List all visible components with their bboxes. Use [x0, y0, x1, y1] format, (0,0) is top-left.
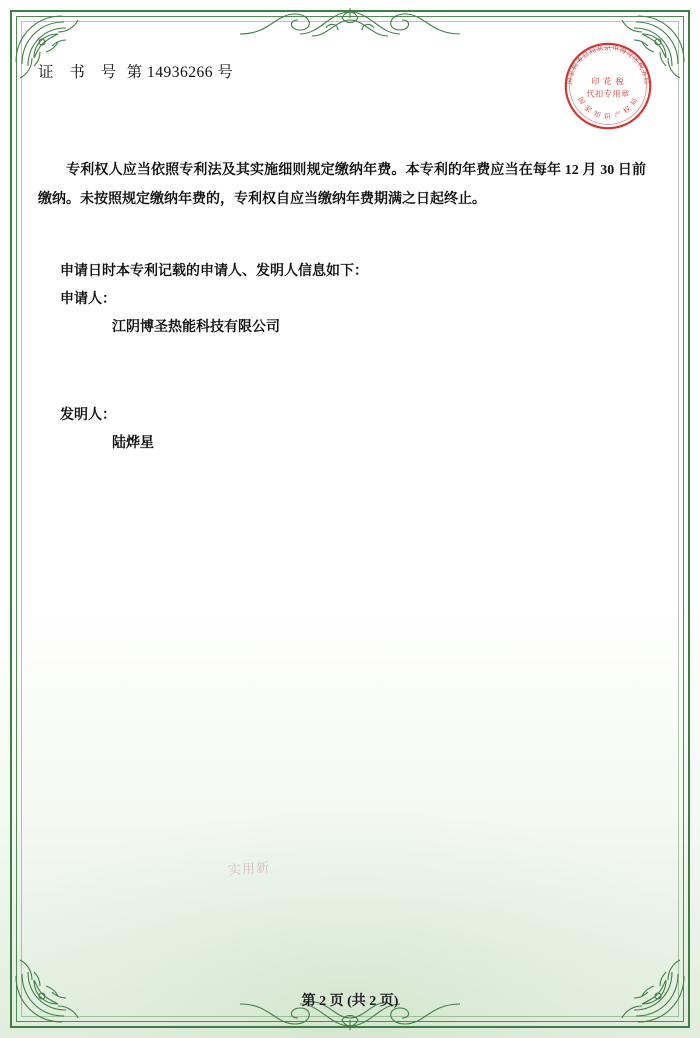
- corner-ornament-bottom-left-icon: [12, 952, 86, 1026]
- applicant-label: 申请人：: [60, 292, 116, 307]
- annual-fee-paragraph-text: 专利权人应当依照专利法及其实施细则规定缴纳年费。本专利的年费应当在每年 12 月 30 日前缴纳。未按照规定缴纳年费的，专利权自应当缴纳年费期满之日起终止。: [38, 163, 646, 207]
- svg-text:代扣专用章: 代扣专用章: [586, 89, 630, 99]
- certificate-number-value: 第 14936266 号: [126, 64, 234, 81]
- svg-text:国家税务总局北京市海淀区税务局: 国家税务总局北京市海淀区税务局: [566, 44, 650, 86]
- faint-watermark-text: 实用新: [227, 859, 271, 878]
- svg-text:国 家 知 识 产 权 局: 国 家 知 识 产 权 局: [575, 96, 641, 121]
- corner-ornament-bottom-right-icon: [614, 952, 688, 1026]
- top-scroll-ornament-icon: [230, 4, 470, 44]
- info-heading: 申请日时本专利记载的申请人、发明人信息如下：: [60, 264, 368, 279]
- inventor-label: 发明人：: [60, 408, 116, 423]
- svg-text:印 花 税: 印 花 税: [591, 77, 625, 87]
- certificate-number-line: [38, 60, 662, 82]
- applicant-value: 江阴博圣热能科技有限公司: [112, 320, 280, 335]
- applicant-inventor-section: [38, 258, 662, 458]
- document-body: [38, 60, 662, 960]
- annual-fee-paragraph: [38, 156, 646, 214]
- page-footer: 第 2 页 (共 2 页): [301, 994, 399, 1009]
- certificate-number-label: 证 书 号: [38, 64, 123, 81]
- inventor-value: 陆烨星: [112, 436, 154, 451]
